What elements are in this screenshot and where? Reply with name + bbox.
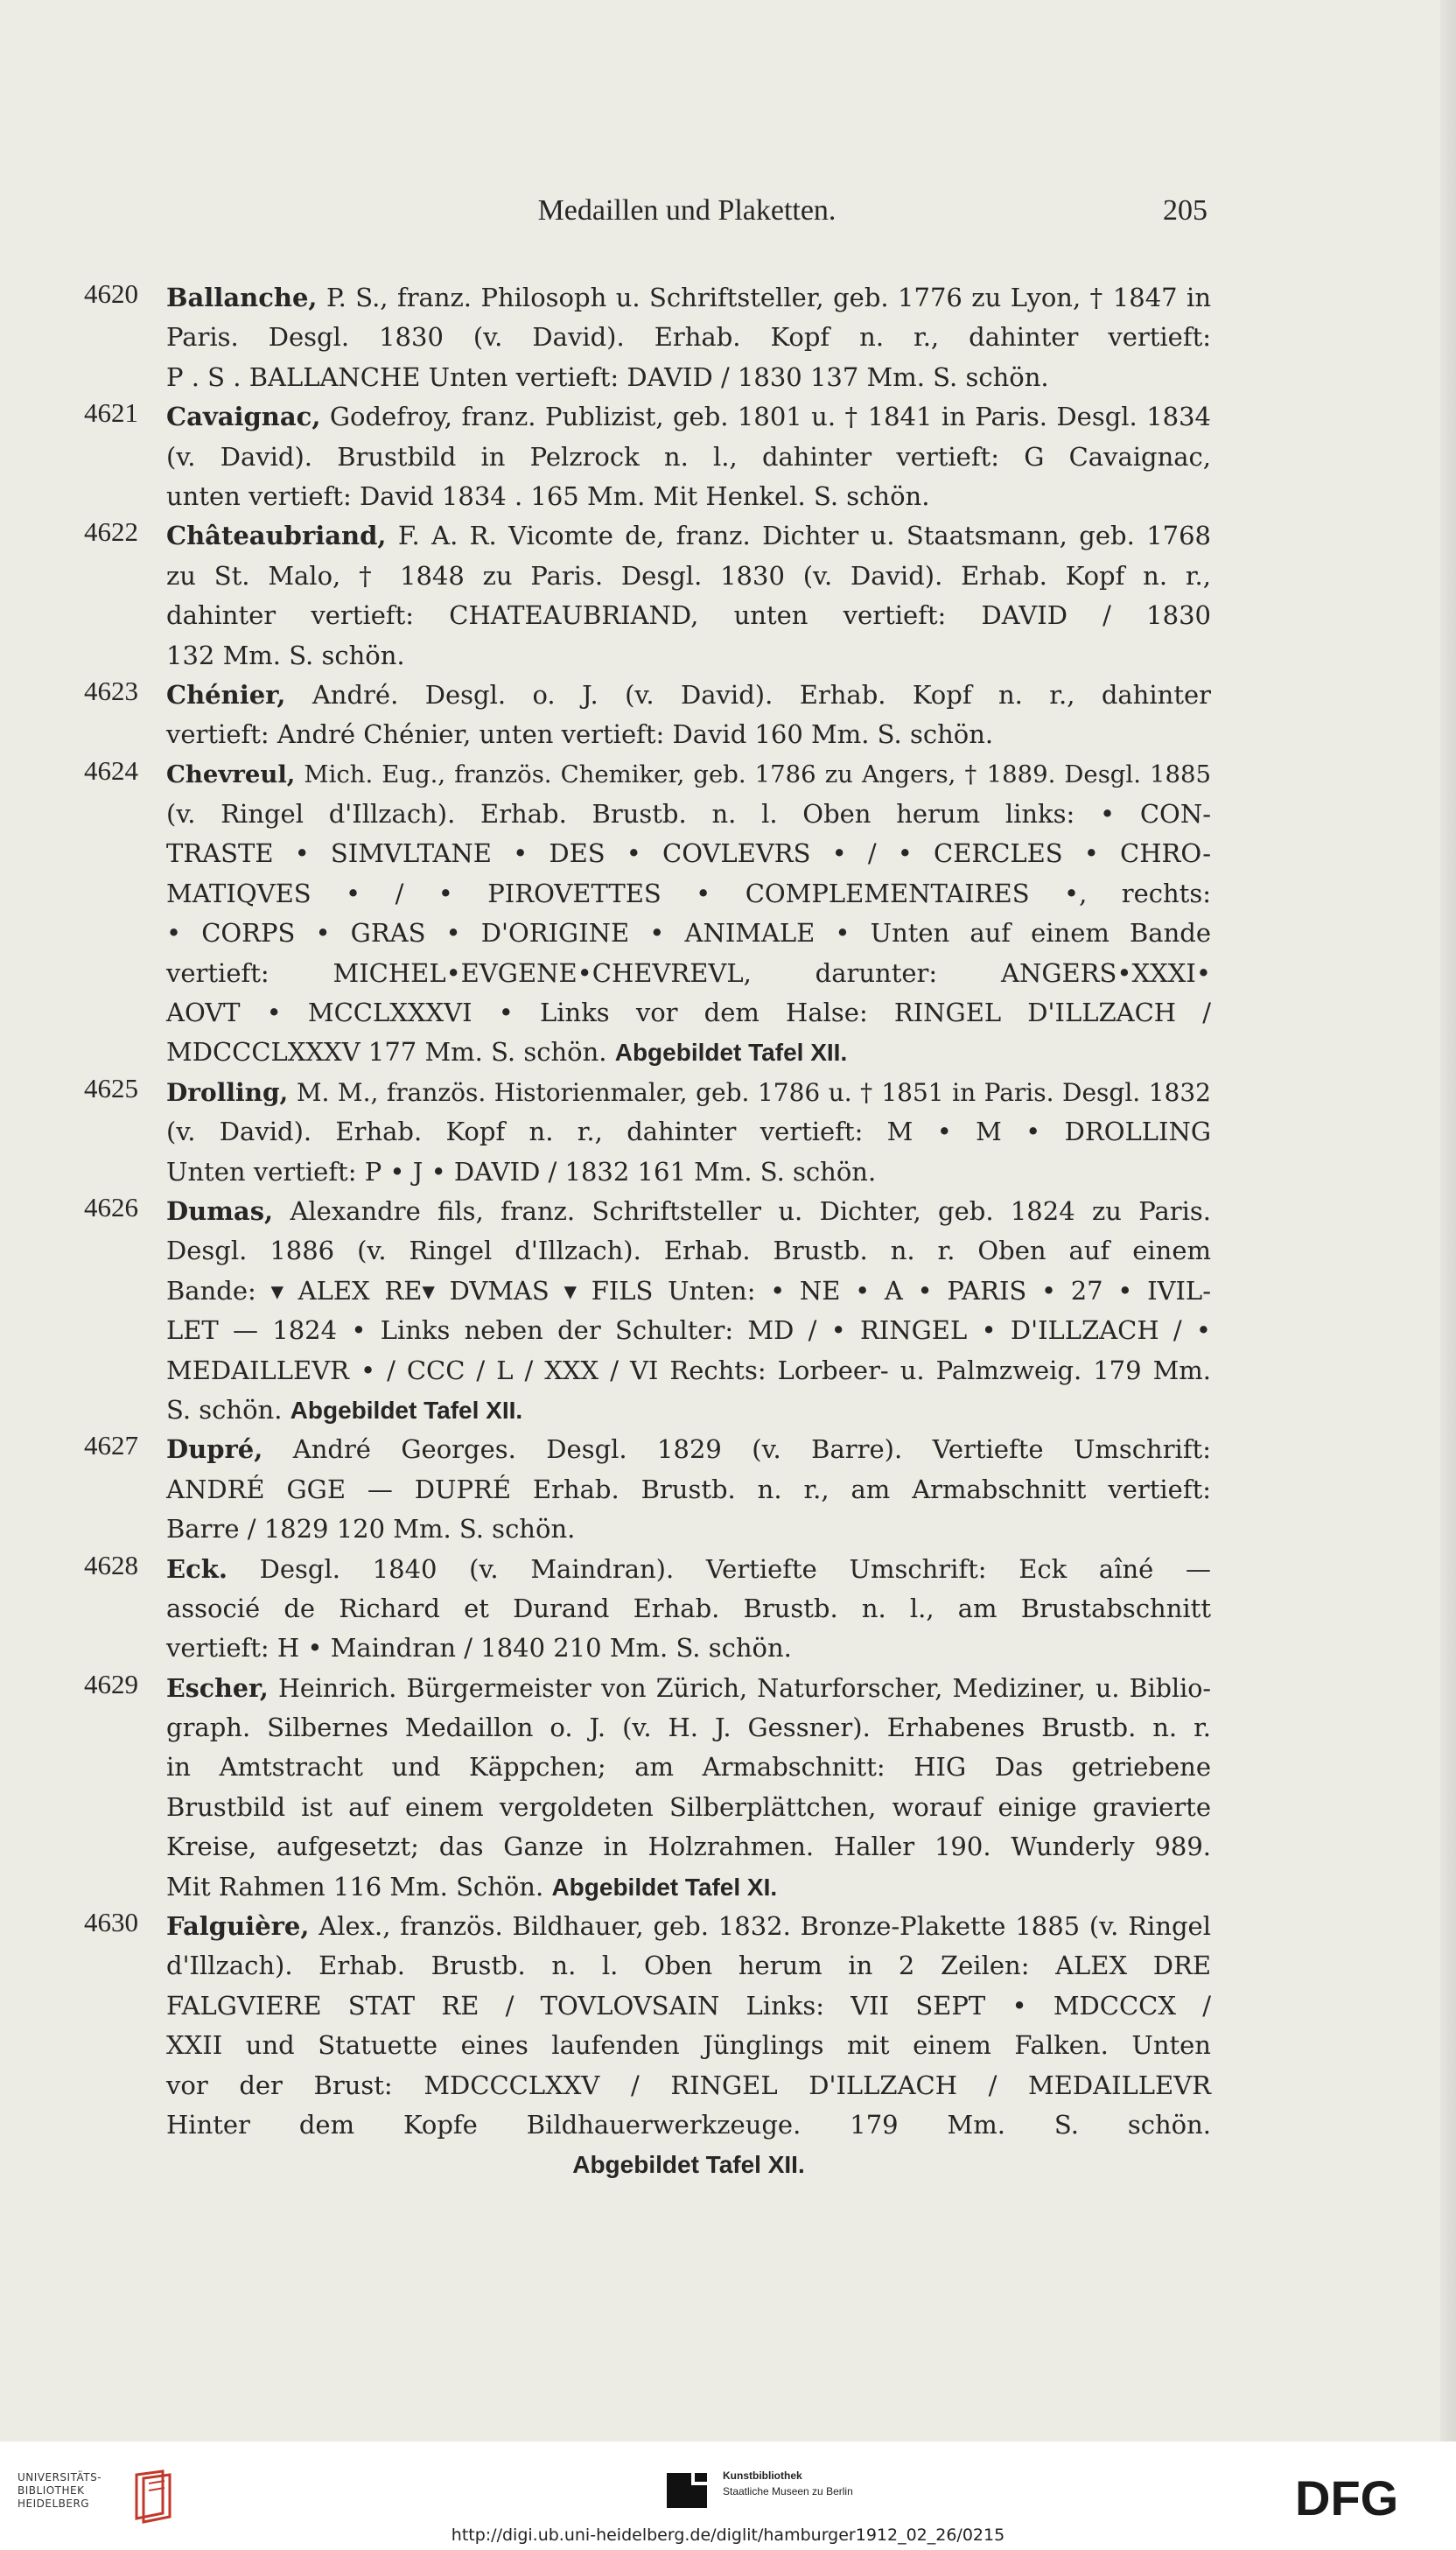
entry-text: P . S . BALLANCHE Unten vertieft: DAVID / 1830 137 Mm. S. schön. (166, 361, 1049, 392)
entry-text: Brustbild ist auf einem vergoldeten Silberplättchen, worauf einige gravierte (166, 1791, 1211, 1822)
entry-line (166, 1152, 1211, 1192)
entry-name: Escher, (166, 1672, 269, 1703)
entry-text: (v. David). Brustbild in Pelzrock n. l., dahinter vertieft: G Cavaignac, (166, 441, 1211, 472)
entry-text: vor der Brust: MDCCCLXXV / RINGEL D'ILLZACH / MEDAILLEVR (166, 2070, 1211, 2100)
entry-line (166, 2105, 1211, 2145)
entry-number: 4620 (84, 278, 138, 309)
entry-name: Eck. (166, 1553, 228, 1584)
entry-line (166, 1271, 1211, 1311)
entry-line (166, 2145, 1211, 2184)
entry-line (166, 1946, 1211, 1986)
catalogue-entries (84, 278, 1211, 2185)
entry-text: S. schön. (166, 1394, 290, 1425)
entry-number: 4629 (84, 1668, 138, 1699)
entry-text: Godefroy, franz. Publizist, geb. 1801 u. † 1841 in Paris. Desgl. 1834 (320, 402, 1211, 432)
entry-line (166, 2066, 1211, 2105)
entry-line (166, 438, 1211, 477)
entry-name: Dumas, (166, 1195, 274, 1226)
entry-name: Falguière, (166, 1911, 310, 1942)
catalogue-entry (84, 1430, 1211, 1549)
entry-text: unten vertieft: David 1834 . 165 Mm. Mit Henkel. S. schön. (166, 480, 930, 511)
entry-text: dahinter vertieft: CHATEAUBRIAND, unten vertieft: DAVID / 1830 (166, 600, 1211, 631)
entry-text: 132 Mm. S. schön. (166, 640, 405, 670)
entry-text: F. A. R. Vicomte de, franz. Dichter u. Staatsmann, geb. 1768 (386, 521, 1211, 551)
entry-name: Chénier, (166, 679, 286, 710)
entry-text: AOVT • MCCLXXXVI • Links vor dem Halse: RINGEL D'ILLZACH / (166, 998, 1211, 1028)
entry-text: MEDAILLEVR • / CCC / L / XXX / VI Rechts: Lorbeer- u. Palmzweig. 179 Mm. (166, 1355, 1211, 1385)
entry-line (166, 1033, 1211, 1072)
entry-line (166, 1907, 1211, 1946)
entry-text: Paris. Desgl. 1830 (v. David). Erhab. Kopf n. r., dahinter vertieft: (166, 322, 1211, 353)
plate-reference: Abgebildet Tafel XII. (290, 1396, 523, 1424)
source-url[interactable]: http://digi.ub.uni-heidelberg.de/diglit/hamburger1912_02_26/0215 (451, 2525, 1005, 2545)
entry-line (166, 795, 1211, 834)
entry-line (166, 2026, 1211, 2065)
entry-line (166, 914, 1211, 953)
entry-line (166, 1589, 1211, 1629)
ub-line: BIBLIOTHEK (18, 2484, 85, 2497)
entry-text: André. Desgl. o. J. (v. David). Erhab. Kopf n. r., dahinter (285, 679, 1211, 710)
entry-number: 4626 (84, 1191, 138, 1222)
entry-text: XXII und Statuette eines laufenden Jünglings mit einem Falken. Unten (166, 2030, 1211, 2061)
entry-number: 4630 (84, 1907, 138, 1938)
entry-text: (v. David). Erhab. Kopf n. r., dahinter vertieft: M • M • DROLLING (166, 1117, 1211, 1147)
entry-line (166, 1708, 1211, 1748)
entry-line (166, 477, 1211, 516)
entry-text: FALGVIERE STAT RE / TOVLOVSAIN Links: VII SEPT • MDCCCX / (166, 1990, 1211, 2021)
entry-text: graph. Silbernes Medaillon o. J. (v. H. J. Gessner). Erhabenes Brustb. n. r. (166, 1713, 1211, 1743)
page-number: 205 (1163, 194, 1208, 227)
entry-text: TRASTE • SIMVLTANE • DES • COVLEVRS • / • CERCLES • CHRO- (166, 838, 1211, 869)
entry-text: Alex., französ. Bildhauer, geb. 1832. Bronze-Plakette 1885 (v. Ringel (309, 1911, 1211, 1942)
entry-line (166, 1510, 1211, 1549)
entry-name: Drolling, (166, 1077, 289, 1107)
entry-line (166, 993, 1211, 1033)
plate-reference: Abgebildet Tafel XII. (614, 1039, 848, 1067)
entry-line (166, 596, 1211, 635)
entry-text: Unten vertieft: P • J • DAVID / 1832 161 Mm. S. schön. (166, 1156, 877, 1187)
entry-number: 4621 (84, 397, 138, 429)
entry-text: in Amtstracht und Käppchen; am Armabschnitt: HIG Das getriebene (166, 1752, 1211, 1783)
entry-line (166, 1550, 1211, 1589)
entry-name: Ballanche, (166, 283, 318, 312)
entry-line (166, 636, 1211, 676)
catalogue-entry (84, 1192, 1211, 1430)
entry-text: ANDRÉ GGE — DUPRÉ Erhab. Brustb. n. r., am Armabschnitt vertieft: (166, 1474, 1211, 1504)
entry-number: 4627 (84, 1430, 138, 1461)
entry-text: vertieft: MICHEL•EVGENE•CHEVREVL, darunter: ANGERS•XXXI• (166, 957, 1211, 988)
catalogue-entry (84, 1907, 1211, 2185)
catalogue-entry (84, 1073, 1211, 1192)
catalogue-entry (84, 1550, 1211, 1669)
entry-line (166, 1629, 1211, 1668)
entry-text: Desgl. 1886 (v. Ringel d'Illzach). Erhab. Brustb. n. r. Oben auf einem (166, 1236, 1211, 1266)
ub-heidelberg-logo-text (18, 2471, 122, 2511)
entry-line (166, 954, 1211, 993)
entry-text: Heinrich. Bürgermeister von Zürich, Naturforscher, Mediziner, u. Biblio- (268, 1673, 1211, 1703)
catalogue-entry (84, 278, 1211, 397)
entry-line (166, 557, 1211, 596)
entry-number: 4623 (84, 675, 138, 706)
entry-line (166, 1669, 1211, 1708)
entry-line (166, 1391, 1211, 1430)
page-header-title: Medaillen und Plaketten. (537, 194, 836, 227)
page-edge-shadow (1440, 0, 1456, 2441)
entry-name: Chevreul, (166, 760, 296, 788)
entry-text: MDCCCLXXXV 177 Mm. S. schön. (166, 1037, 615, 1068)
ub-line: UNIVERSITÄTS- (18, 2471, 102, 2483)
entry-text: associé de Richard et Durand Erhab. Brustb. n. l., am Brustabschnitt (166, 1593, 1211, 1623)
entry-text: M. M., französ. Historienmaler, geb. 1786 u. † 1851 in Paris. Desgl. 1832 (288, 1077, 1211, 1107)
entry-line (166, 1112, 1211, 1152)
entry-name: Cavaignac, (166, 402, 321, 432)
entry-text: Barre / 1829 120 Mm. S. schön. (166, 1514, 576, 1545)
entry-text: Bande: ▾ ALEX RE▾ DVMAS ▾ FILS Unten: • NE • A • PARIS • 27 • IVIL- (166, 1275, 1211, 1306)
kunstbibliothek-icon (665, 2469, 709, 2510)
entry-line (166, 1430, 1211, 1469)
entry-line (166, 1192, 1211, 1231)
entry-line (166, 397, 1211, 437)
entry-line (166, 278, 1211, 318)
entry-line (166, 874, 1211, 914)
entry-line (166, 1311, 1211, 1350)
entry-line (166, 318, 1211, 357)
entry-line (166, 676, 1211, 715)
entry-line (166, 1470, 1211, 1510)
entry-text: Kreise, aufgesetzt; das Ganze in Holzrahmen. Haller 190. Wunderly 989. (166, 1832, 1211, 1862)
entry-text: • CORPS • GRAS • D'ORIGINE • ANIMALE • Unten auf einem Bande (166, 918, 1211, 949)
entry-line (166, 1867, 1211, 1907)
entry-line (166, 1986, 1211, 2026)
entry-text: vertieft: H • Maindran / 1840 210 Mm. S. schön. (166, 1633, 792, 1664)
catalogue-entry (84, 397, 1211, 516)
kb-subtitle: Staatliche Museen zu Berlin (723, 2485, 853, 2497)
entry-text: LET — 1824 • Links neben der Schulter: MD / • RINGEL • D'ILLZACH / • (166, 1315, 1211, 1346)
entry-text: Desgl. 1840 (v. Maindran). Vertiefte Umschrift: Eck aîné — (227, 1553, 1211, 1584)
entry-text: (v. Ringel d'Illzach). Erhab. Brustb. n. l. Oben herum links: • CON- (166, 799, 1211, 830)
entry-number: 4624 (84, 754, 138, 786)
catalogue-entry (84, 676, 1211, 755)
entry-line (166, 1827, 1211, 1867)
kunstbibliothek-logo-text (723, 2468, 915, 2499)
catalogue-entry (84, 1669, 1211, 1907)
entry-line (166, 1788, 1211, 1827)
entry-line (166, 1351, 1211, 1391)
entry-text: Mich. Eug., französ. Chemiker, geb. 1786 zu Angers, † 1889. Desgl. 1885 (295, 760, 1211, 788)
entry-text: P. S., franz. Philosoph u. Schriftsteller, geb. 1776 zu Lyon, † 1847 in (317, 283, 1211, 312)
entry-line (166, 516, 1211, 556)
catalogue-entry (84, 755, 1211, 1073)
entry-text: Mit Rahmen 116 Mm. Schön. (166, 1871, 552, 1902)
catalogue-entry (84, 516, 1211, 676)
ub-heidelberg-icon (131, 2468, 175, 2524)
entry-number: 4622 (84, 516, 138, 548)
entry-text: André Georges. Desgl. 1829 (v. Barre). Vertiefte Umschrift: (262, 1434, 1211, 1465)
footer-bar (0, 2441, 1456, 2550)
entry-line (166, 755, 1211, 795)
plate-reference: Abgebildet Tafel XII. (572, 2151, 805, 2179)
entry-text: d'Illzach). Erhab. Brustb. n. l. Oben herum in 2 Zeilen: ALEX DRE (166, 1951, 1211, 1981)
dfg-logo-text: DFG (1295, 2473, 1399, 2522)
ub-line: HEIDELBERG (18, 2497, 90, 2510)
entry-line (166, 358, 1211, 397)
entry-number: 4625 (84, 1072, 138, 1103)
entry-name: Dupré, (166, 1434, 263, 1465)
dfg-logo (1295, 2473, 1435, 2522)
plate-reference: Abgebildet Tafel XI. (551, 1873, 778, 1901)
kb-title: Kunstbibliothek (723, 2469, 802, 2482)
entry-name: Châteaubriand, (166, 521, 387, 551)
entry-text: MATIQVES • / • PIROVETTES • COMPLEMENTAIRES •, rechts: (166, 878, 1211, 908)
entry-line (166, 1748, 1211, 1787)
entry-text: zu St. Malo, † 1848 zu Paris. Desgl. 1830 (v. David). Erhab. Kopf n. r., (166, 560, 1211, 591)
entry-line (166, 715, 1211, 754)
entry-line (166, 1231, 1211, 1271)
entry-number: 4628 (84, 1549, 138, 1580)
entry-text: Hinter dem Kopfe Bildhauerwerkzeuge. 179 Mm. S. schön. (166, 2109, 1211, 2140)
entry-line (166, 834, 1211, 873)
entry-line (166, 1073, 1211, 1112)
running-head (166, 194, 1208, 236)
entry-text: Alexandre fils, franz. Schriftsteller u. Dichter, geb. 1824 zu Paris. (273, 1195, 1211, 1226)
entry-text: vertieft: André Chénier, unten vertieft: David 160 Mm. S. schön. (166, 719, 994, 750)
